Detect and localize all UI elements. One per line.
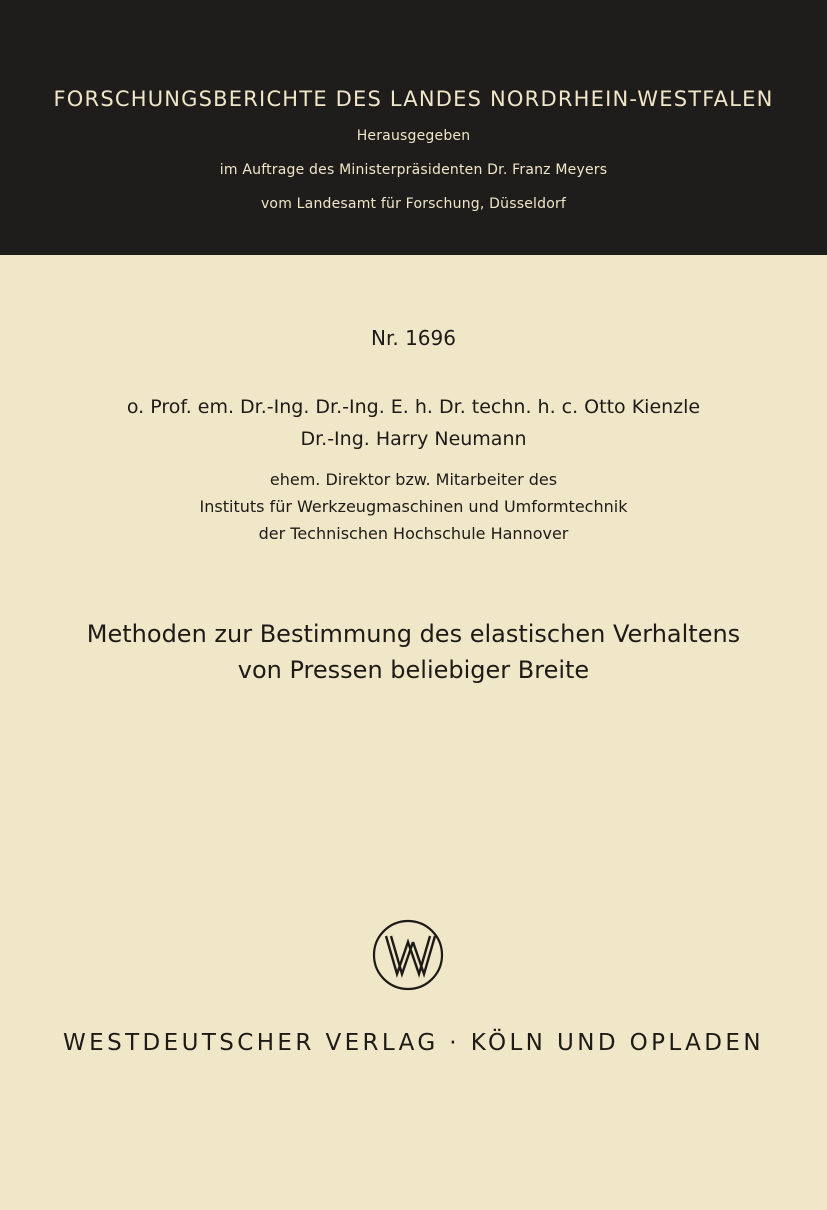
publisher-logo-icon [371,918,445,992]
editor-line-3: vom Landesamt für Forschung, Düsseldorf [260,196,567,212]
affiliation-line-2: Instituts für Werkzeugmaschinen und Umformtechnik [199,497,628,516]
series-header-band [0,0,827,255]
author-1: o. Prof. em. Dr.-Ing. Dr.-Ing. E. h. Dr. techn. h. c. Otto Kienzle [126,396,701,418]
author-2: Dr.-Ing. Harry Neumann [300,428,527,450]
editor-line-1: Herausgegeben [356,128,471,144]
editor-line-2: im Auftrage des Ministerpräsidenten Dr. Franz Meyers [219,162,608,178]
affiliation-line-3: der Technischen Hochschule Hannover [258,524,569,543]
affiliation-line-1: ehem. Direktor bzw. Mitarbeiter des [269,470,558,489]
series-title: FORSCHUNGSBERICHTE DES LANDES NORDRHEIN-WESTFALEN [53,87,774,111]
report-number: Nr. 1696 [371,326,456,350]
book-title-line-1: Methoden zur Bestimmung des elastischen Verhaltens [86,620,741,648]
publisher-name: WESTDEUTSCHER VERLAG · KÖLN UND OPLADEN [63,1030,764,1056]
book-title-line-2: von Pressen beliebiger Breite [237,656,590,684]
